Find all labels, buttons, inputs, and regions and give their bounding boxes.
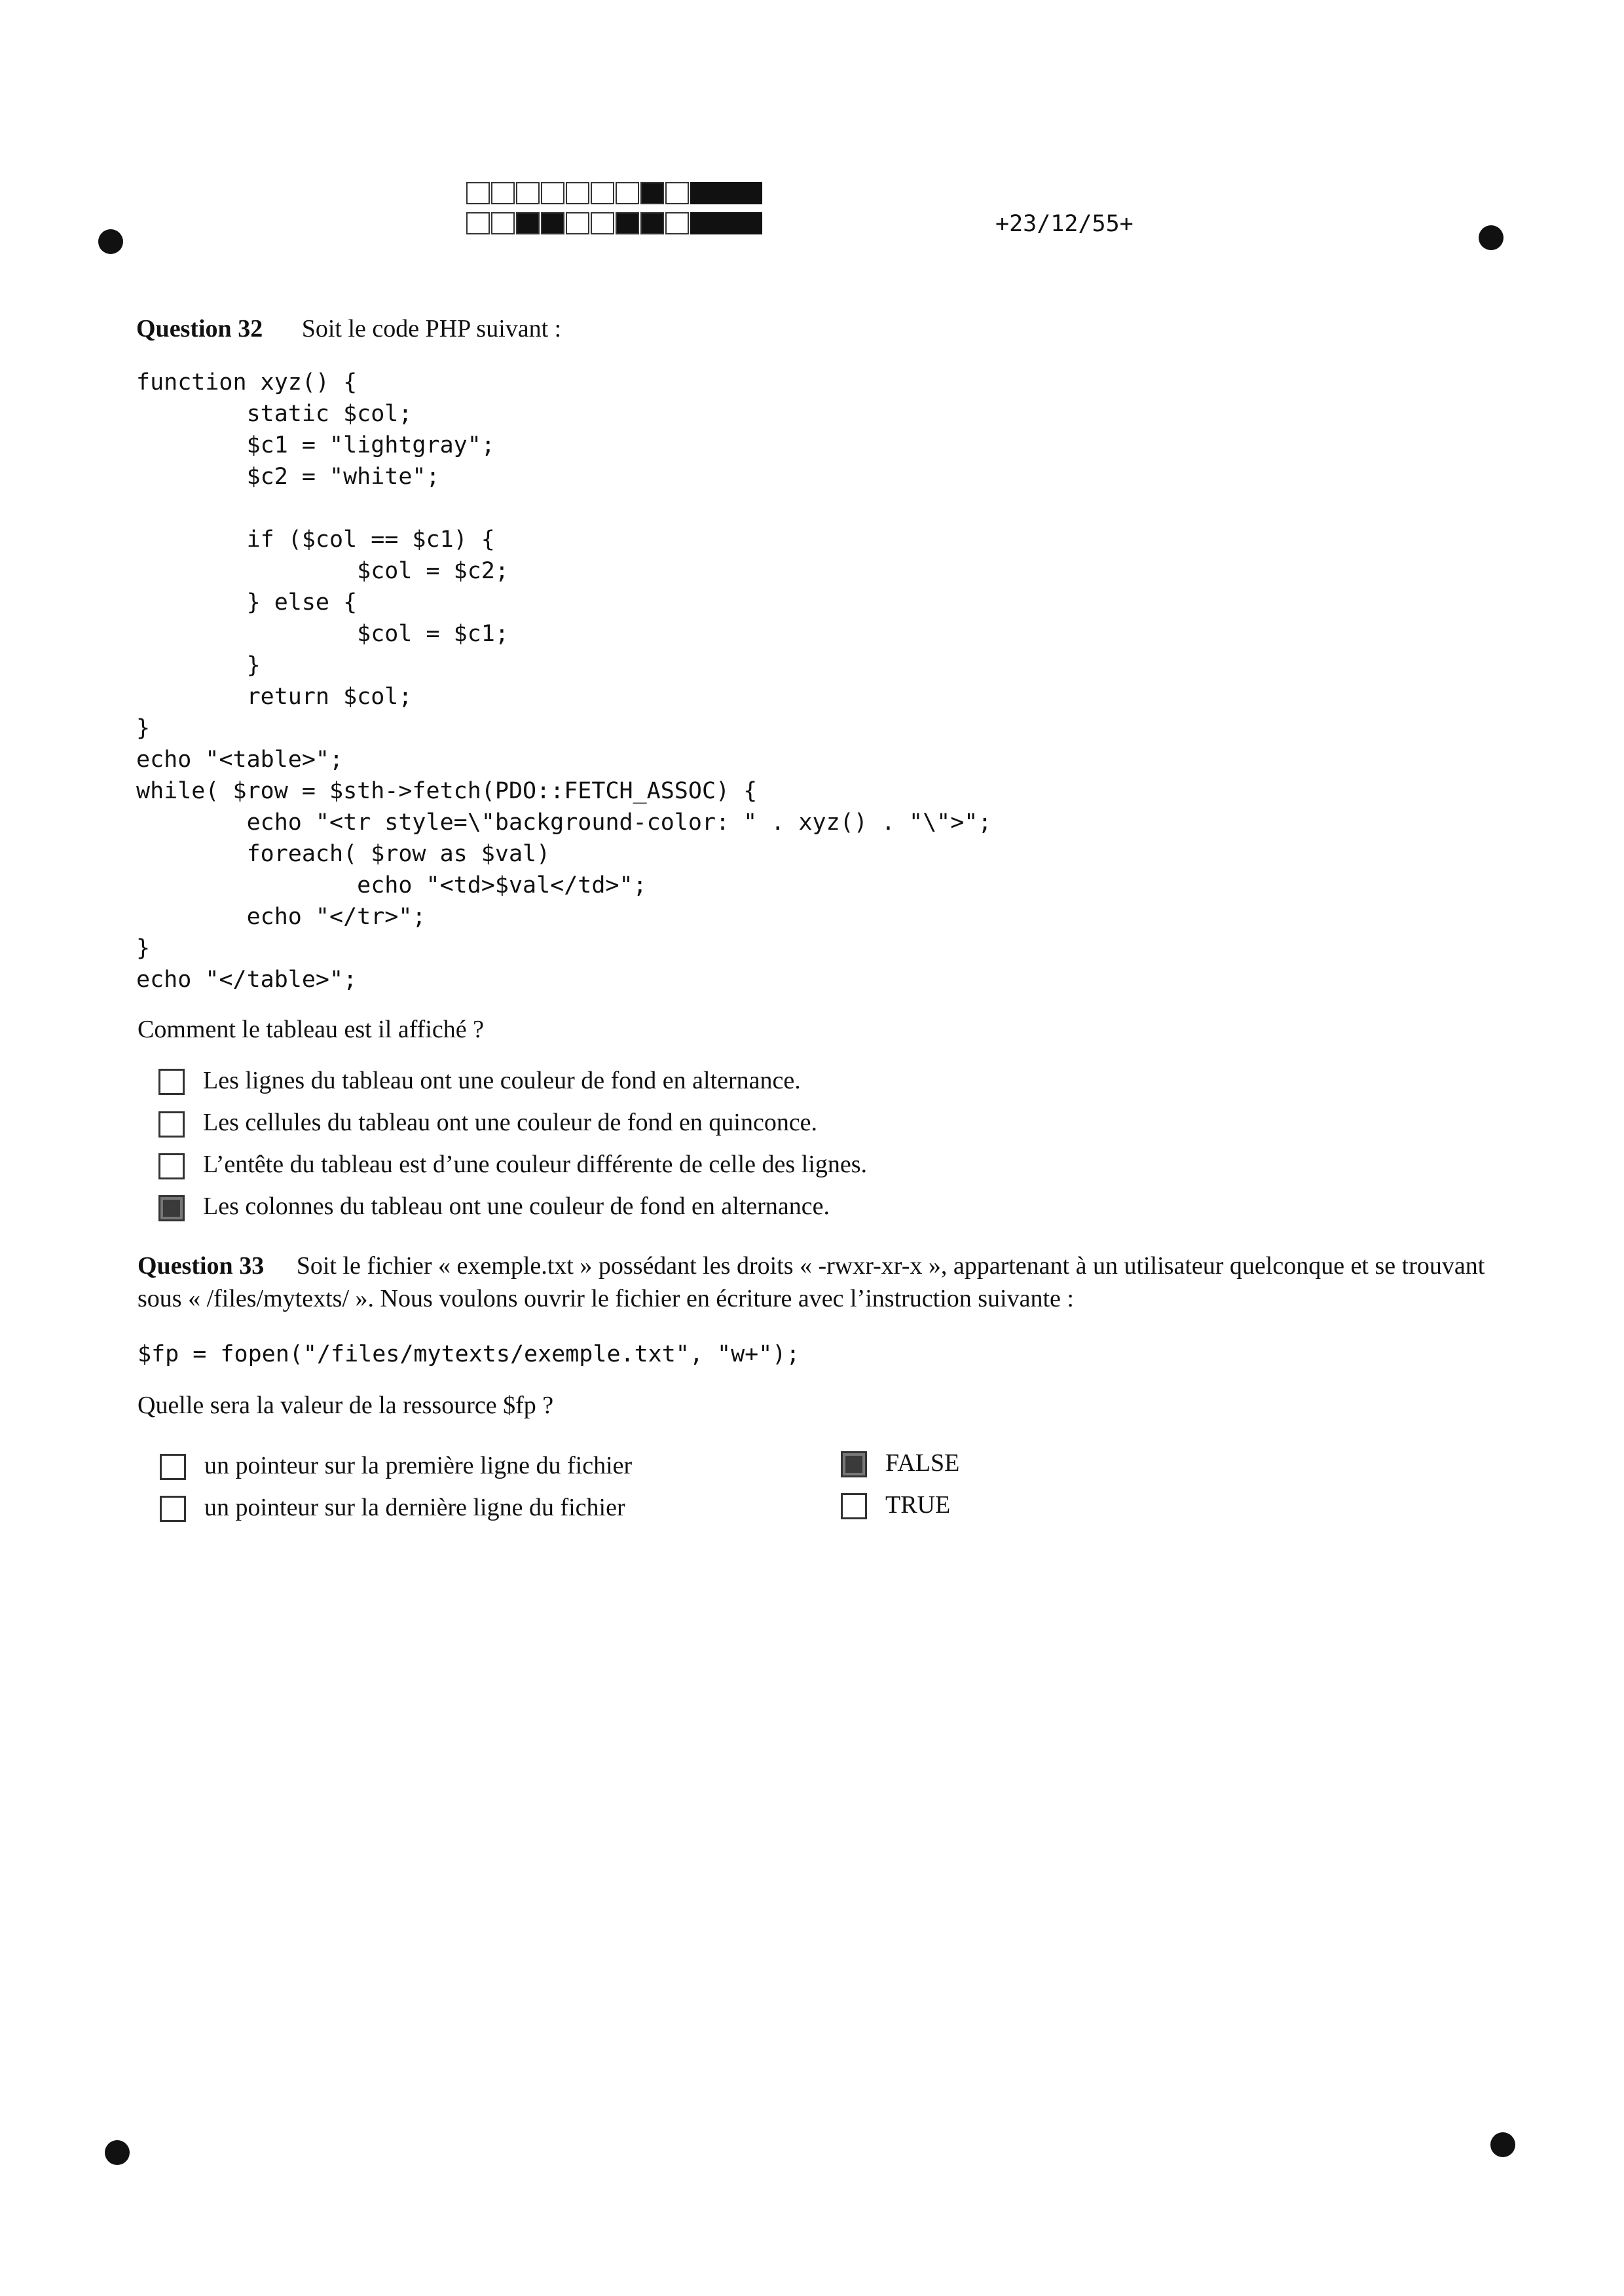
barcode-top — [466, 182, 762, 204]
q32-option-2-label: Les cellules du tableau ont une couleur de fond en quinconce. — [203, 1109, 818, 1136]
question-32-title: Question 32 — [136, 315, 263, 343]
question-33-text — [138, 1250, 1493, 1315]
question-33-intro: Soit le fichier « exemple.txt » possédant les droits « -rwxr-xr-x », appartenant à un utilisateur quelconque et se trouvant sous « /files/mytexts/ ». Nous voulons ouvrir le fichier en écriture avec l’instruction suivante : — [138, 1252, 1485, 1312]
q33-option-1-checkbox[interactable] — [160, 1454, 186, 1480]
q33-option-3-checkbox[interactable] — [841, 1451, 867, 1477]
q32-option-1-label: Les lignes du tableau ont une couleur de fond en alternance. — [203, 1067, 801, 1094]
question-32-header — [136, 314, 561, 343]
corner-mark-bottom-left — [105, 2140, 130, 2165]
question-33-title: Question 33 — [138, 1252, 265, 1280]
q32-option-3-label: L’entête du tableau est d’une couleur différente de celle des lignes. — [203, 1151, 867, 1178]
q33-option-1-label: un pointeur sur la première ligne du fichier — [204, 1452, 633, 1479]
question-33-code: $fp = fopen("/files/mytexts/exemple.txt", "w+"); — [138, 1341, 800, 1367]
barcode-bottom — [466, 212, 762, 234]
q33-option-2-checkbox[interactable] — [160, 1496, 186, 1522]
corner-mark-top-right — [1479, 225, 1504, 250]
page-code: +23/12/55+ — [995, 211, 1134, 237]
q33-option-4-checkbox[interactable] — [841, 1493, 867, 1519]
q32-option-1-checkbox[interactable] — [158, 1069, 185, 1095]
q33-option-2-label: un pointeur sur la dernière ligne du fichier — [204, 1494, 625, 1521]
question-32-code: function xyz() { static $col; $c1 = "lightgray"; $c2 = "white"; if ($col == $c1) { $col = $c2; } else { $col = $c1; } return $col; } echo "<table>"; while( $row = $sth->fetch(PDO::FETCH_ASSOC) { echo "<tr style=\"background-color: " . xyz() . "\">"; foreach( $row as $val) echo "<td>$val</td>"; echo "</tr>"; } echo "</table>"; — [136, 369, 992, 993]
q32-option-3-checkbox[interactable] — [158, 1153, 185, 1179]
question-32-intro: Soit le code PHP suivant : — [301, 315, 562, 343]
corner-mark-bottom-right — [1490, 2132, 1515, 2157]
q33-option-4-label: TRUE — [885, 1491, 951, 1519]
q32-option-2-checkbox[interactable] — [158, 1111, 185, 1138]
q32-option-4-checkbox[interactable] — [158, 1195, 185, 1221]
q33-option-3-label: FALSE — [885, 1449, 960, 1477]
question-33-prompt: Quelle sera la valeur de la ressource $fp ? — [138, 1392, 554, 1419]
question-32-prompt: Comment le tableau est il affiché ? — [138, 1016, 484, 1043]
q32-option-4-label: Les colonnes du tableau ont une couleur de fond en alternance. — [203, 1193, 830, 1220]
corner-mark-top-left — [98, 229, 123, 254]
